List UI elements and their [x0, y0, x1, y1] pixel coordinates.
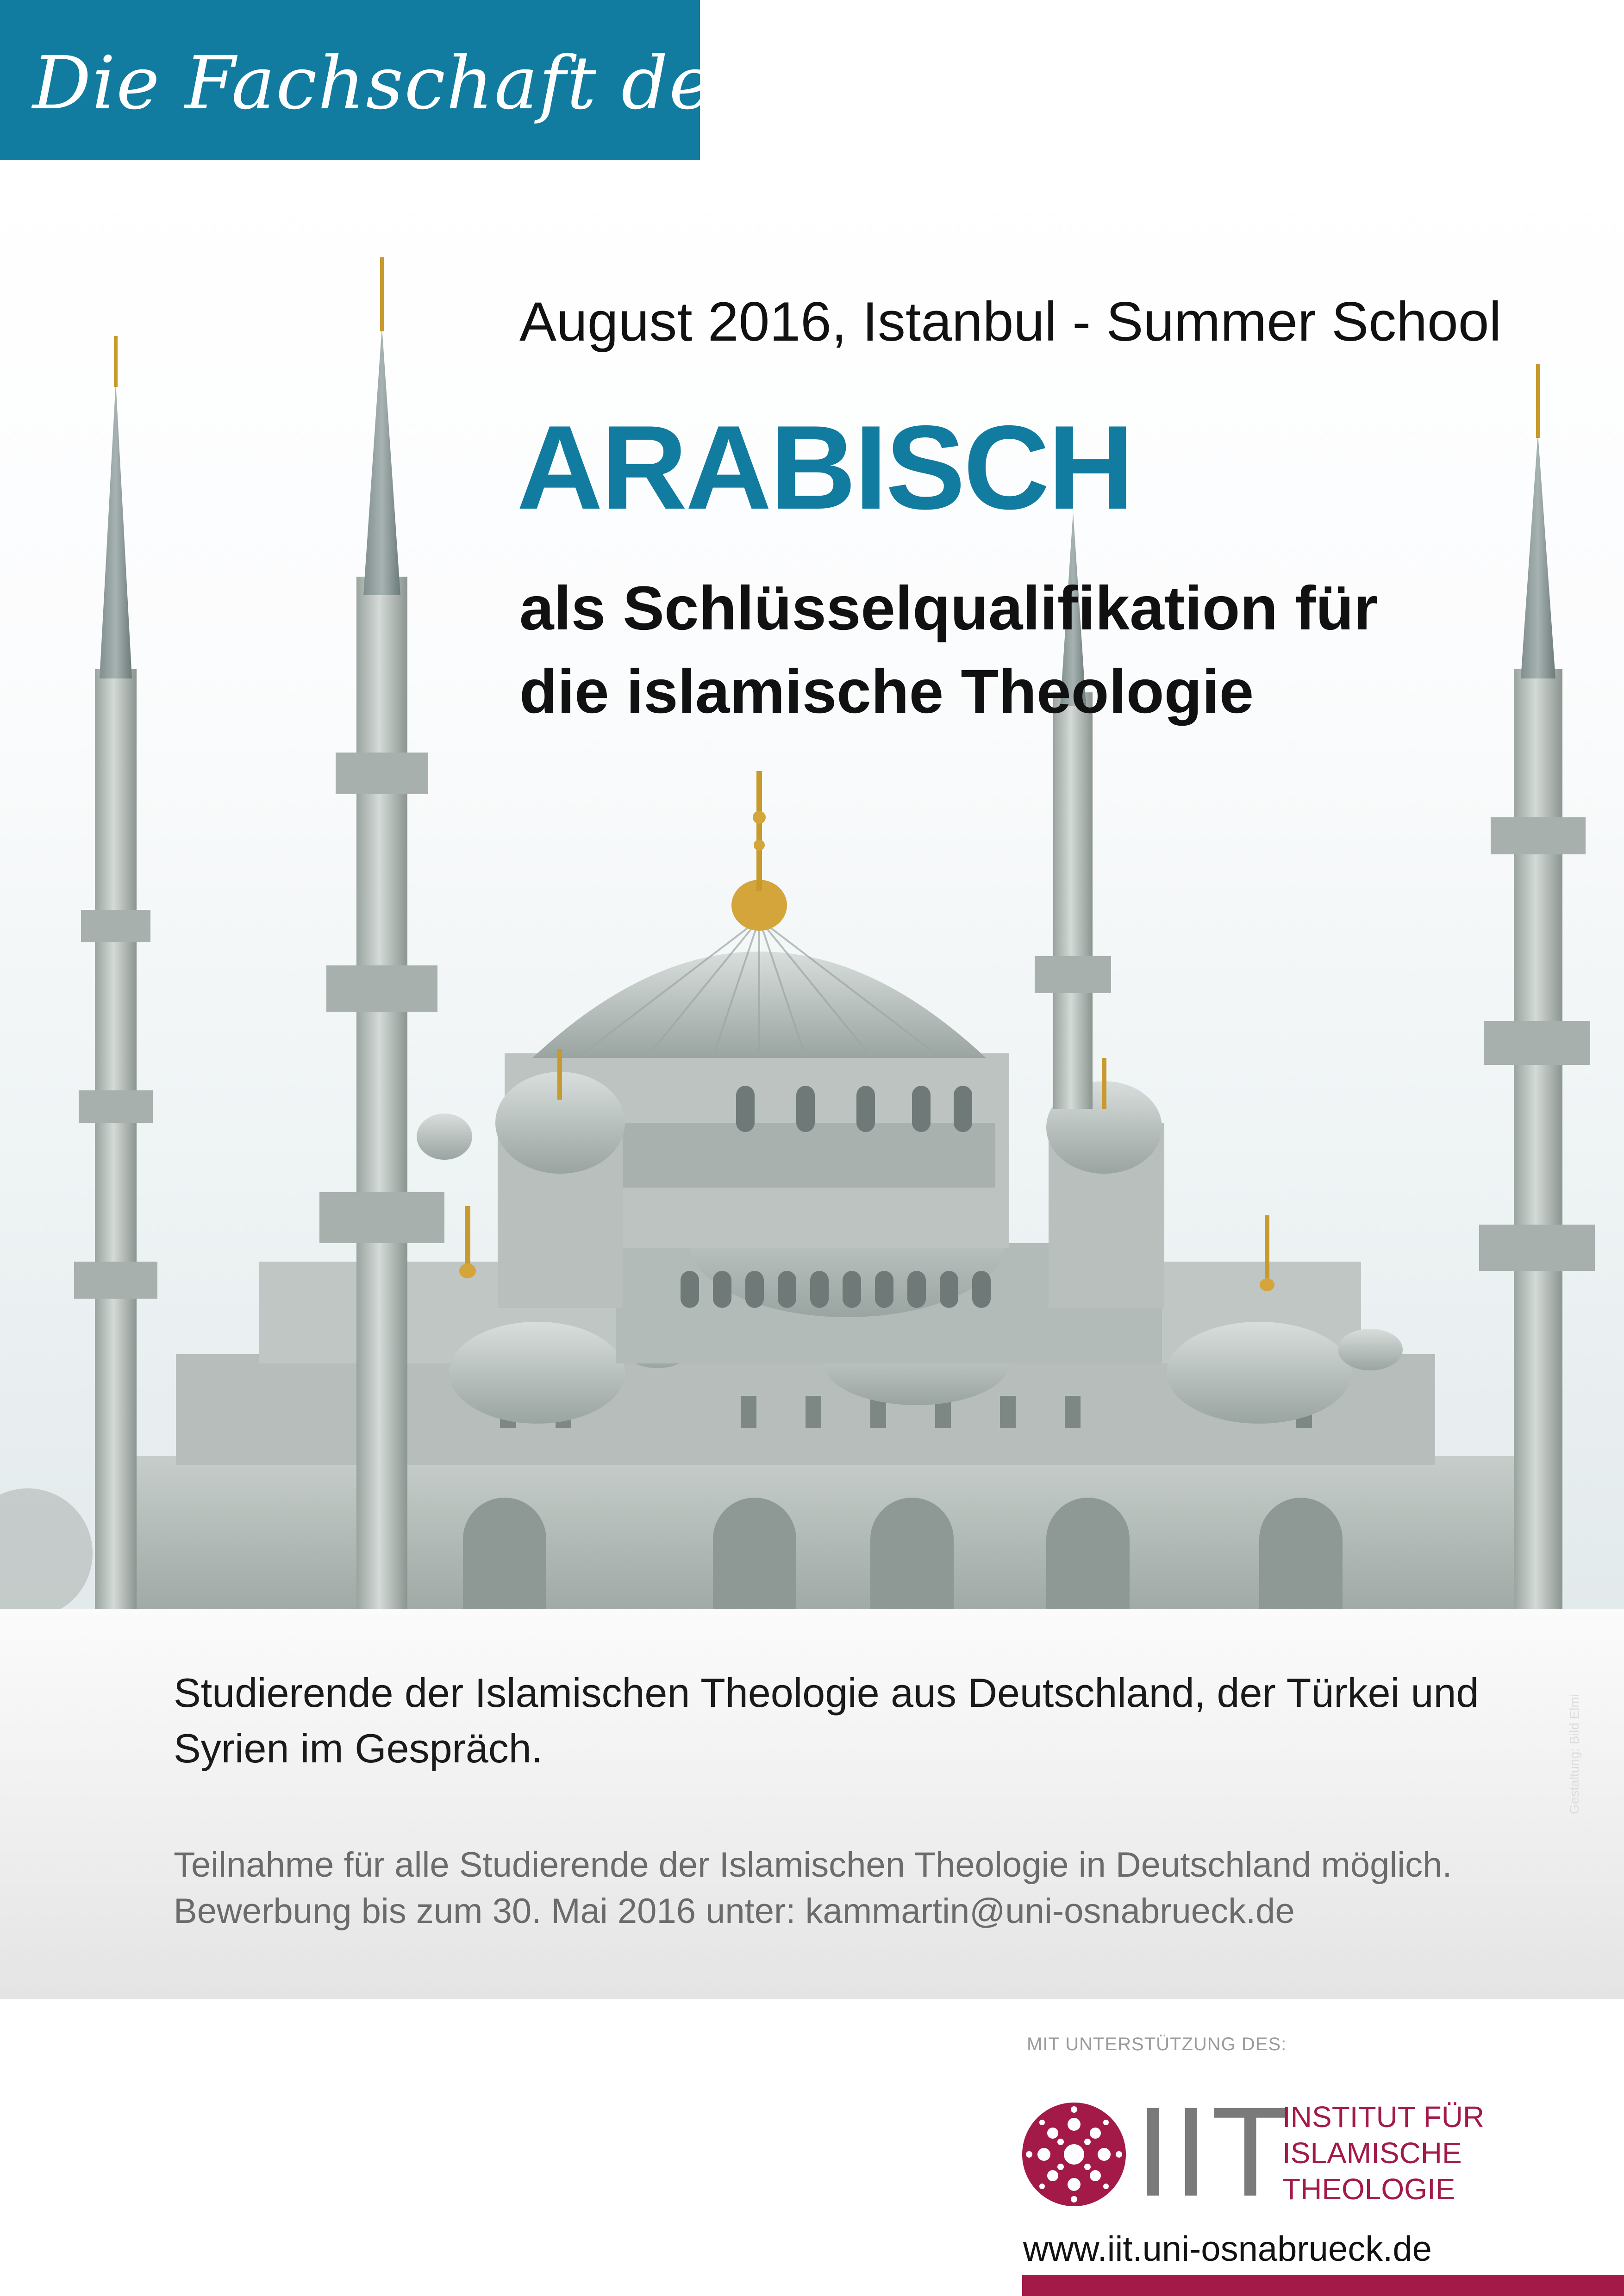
subtitle-line-2: die islamische Theologie [519, 657, 1254, 726]
logo-letters: IIT [1135, 2081, 1292, 2223]
mosque-photo [0, 160, 1624, 1609]
info-line-3: Teilnahme für alle Studierende der Islamischen Theologie in Deutschland möglich. [174, 1845, 1452, 1885]
iit-rosette-icon [1021, 2101, 1127, 2208]
info-line-2: Syrien im Gespräch. [174, 1725, 543, 1771]
event-kicker: August 2016, Istanbul - Summer School [519, 291, 1502, 353]
info-line-4: Bewerbung bis zum 30. Mai 2016 unter: kammartin@uni-osnabrueck.de [174, 1892, 1295, 1931]
logo-text-line-1: INSTITUT FÜR [1282, 2100, 1485, 2134]
subtitle-line-1: als Schlüsselqualifikation für [519, 574, 1378, 643]
logo-text-line-2: ISLAMISCHE [1282, 2136, 1462, 2170]
website-url: www.iit.uni-osnabrueck.de [1023, 2229, 1432, 2269]
support-label: MIT UNTERSTÜTZUNG DES: [1027, 2034, 1287, 2054]
design-credit: Gestaltung: Bild Elmi [1567, 1694, 1581, 1814]
banner-title: Die Fachschaft des IIT [32, 41, 886, 126]
bottom-accent-bar [1022, 2275, 1624, 2296]
info-line-1: Studierende der Islamischen Theologie aus Deutschland, der Türkei und [174, 1670, 1479, 1716]
page-title: ARABISCH [517, 400, 1132, 534]
logo-text-line-3: THEOLOGIE [1282, 2172, 1455, 2206]
